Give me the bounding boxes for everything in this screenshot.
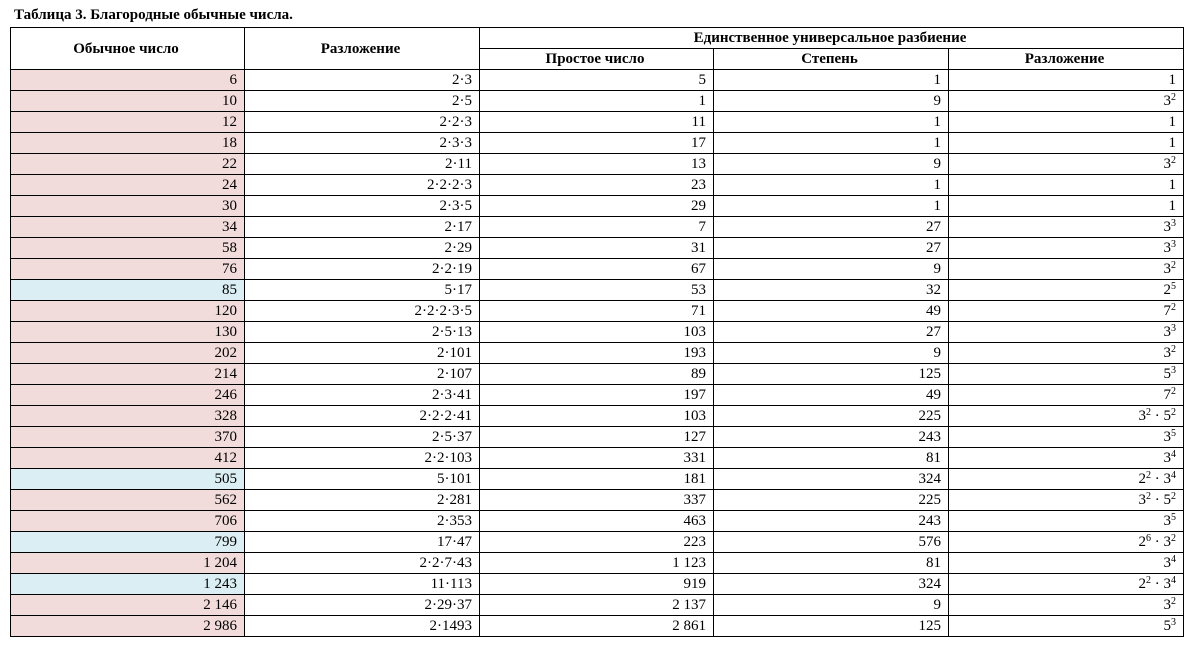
- power-base: 3: [1163, 555, 1172, 571]
- power-base: 3: [1163, 156, 1172, 172]
- prime-number-cell: 31: [480, 238, 714, 259]
- power-cell: 576: [714, 532, 949, 553]
- partition-factorization-cell: [949, 259, 1184, 280]
- factorization-cell: 2·17: [245, 217, 480, 238]
- prime-number-cell: 463: [480, 511, 714, 532]
- partition-factorization-cell: [949, 574, 1184, 595]
- power-exponent: 5: [1171, 281, 1177, 292]
- power-exponent: 2: [1146, 407, 1152, 418]
- multiply-dot: ·: [1151, 576, 1164, 592]
- ordinary-number-cell: 799: [11, 532, 245, 553]
- power-cell: 243: [714, 511, 949, 532]
- partition-factorization-cell: [949, 532, 1184, 553]
- power-base: 3: [1163, 219, 1172, 235]
- ordinary-number-cell: 2 146: [11, 595, 245, 616]
- table-row: [11, 553, 1184, 574]
- partition-factorization-cell: [949, 406, 1184, 427]
- prime-number-cell: 193: [480, 343, 714, 364]
- factorization-cell: 2·5·13: [245, 322, 480, 343]
- power-cell: 1: [714, 133, 949, 154]
- power-cell: 1: [714, 70, 949, 91]
- prime-number-cell: 29: [480, 196, 714, 217]
- partition-factorization-cell: [949, 511, 1184, 532]
- factorization-cell: 2·2·103: [245, 448, 480, 469]
- partition-factorization-cell: [949, 553, 1184, 574]
- power-base: 1: [1168, 198, 1177, 214]
- partition-factorization-cell: [949, 196, 1184, 217]
- prime-number-cell: 2 861: [480, 616, 714, 637]
- power-cell: 32: [714, 280, 949, 301]
- power-base: 5: [1163, 366, 1172, 382]
- power-exponent: 2: [1171, 407, 1177, 418]
- prime-number-cell: 1 123: [480, 553, 714, 574]
- partition-factorization-cell: [949, 427, 1184, 448]
- table-row: [11, 343, 1184, 364]
- table-row: [11, 154, 1184, 175]
- power-cell: 81: [714, 448, 949, 469]
- ordinary-number-cell: 58: [11, 238, 245, 259]
- table-row: [11, 490, 1184, 511]
- factorization-cell: 2·3·5: [245, 196, 480, 217]
- ordinary-number-cell: 120: [11, 301, 245, 322]
- power-cell: 9: [714, 595, 949, 616]
- header-ordinary-number: Обычное число: [11, 28, 245, 70]
- table-row: [11, 406, 1184, 427]
- power-exponent: 2: [1171, 386, 1177, 397]
- power-cell: 125: [714, 616, 949, 637]
- partition-factorization-cell: [949, 175, 1184, 196]
- power-base: 7: [1163, 387, 1172, 403]
- power-exponent: 5: [1171, 428, 1177, 439]
- factorization-cell: 2·281: [245, 490, 480, 511]
- table-row: [11, 301, 1184, 322]
- power-base: 2: [1138, 576, 1147, 592]
- prime-number-cell: 13: [480, 154, 714, 175]
- power-exponent: 2: [1171, 302, 1177, 313]
- factorization-cell: 2·5: [245, 91, 480, 112]
- power-exponent: 3: [1171, 617, 1177, 628]
- table-row: [11, 448, 1184, 469]
- power-base: 3: [1163, 534, 1172, 550]
- partition-factorization-cell: [949, 217, 1184, 238]
- power-exponent: 2: [1146, 575, 1152, 586]
- power-base: 1: [1168, 135, 1177, 151]
- partition-factorization-cell: [949, 448, 1184, 469]
- power-cell: 27: [714, 238, 949, 259]
- table-row: [11, 616, 1184, 637]
- table-row: [11, 511, 1184, 532]
- table-row: [11, 427, 1184, 448]
- multiply-dot: ·: [1151, 471, 1164, 487]
- factorization-cell: 2·101: [245, 343, 480, 364]
- prime-number-cell: 23: [480, 175, 714, 196]
- ordinary-number-cell: 1 204: [11, 553, 245, 574]
- partition-factorization-cell: [949, 154, 1184, 175]
- power-exponent: 2: [1171, 344, 1177, 355]
- table-caption: Таблица 3. Благородные обычные числа.: [14, 7, 293, 23]
- partition-factorization-cell: [949, 280, 1184, 301]
- prime-number-cell: 5: [480, 70, 714, 91]
- partition-factorization-cell: [949, 91, 1184, 112]
- header-partition-factorization: Разложение: [949, 49, 1184, 70]
- power-base: 5: [1163, 408, 1172, 424]
- table-row: [11, 595, 1184, 616]
- factorization-cell: 17·47: [245, 532, 480, 553]
- header-prime-number: Простое число: [480, 49, 714, 70]
- power-cell: 243: [714, 427, 949, 448]
- table-row: [11, 217, 1184, 238]
- factorization-cell: 2·2·19: [245, 259, 480, 280]
- power-cell: 1: [714, 175, 949, 196]
- power-cell: 125: [714, 364, 949, 385]
- prime-number-cell: 919: [480, 574, 714, 595]
- power-base: 2: [1138, 534, 1147, 550]
- partition-factorization-cell: [949, 133, 1184, 154]
- prime-number-cell: 89: [480, 364, 714, 385]
- partition-factorization-cell: [949, 595, 1184, 616]
- partition-factorization-cell: [949, 238, 1184, 259]
- power-cell: 9: [714, 259, 949, 280]
- table-row: [11, 574, 1184, 595]
- power-cell: 9: [714, 91, 949, 112]
- prime-number-cell: 67: [480, 259, 714, 280]
- power-cell: 225: [714, 406, 949, 427]
- ordinary-number-cell: 505: [11, 469, 245, 490]
- ordinary-number-cell: 328: [11, 406, 245, 427]
- table-row: [11, 385, 1184, 406]
- table-row: [11, 112, 1184, 133]
- power-base: 3: [1138, 492, 1147, 508]
- power-base: 3: [1163, 261, 1172, 277]
- table-row: [11, 133, 1184, 154]
- ordinary-number-cell: 10: [11, 91, 245, 112]
- ordinary-number-cell: 412: [11, 448, 245, 469]
- power-base: 2: [1163, 282, 1172, 298]
- ordinary-number-cell: 85: [11, 280, 245, 301]
- ordinary-number-cell: 214: [11, 364, 245, 385]
- ordinary-number-cell: 246: [11, 385, 245, 406]
- partition-factorization-cell: [949, 469, 1184, 490]
- ordinary-number-cell: 130: [11, 322, 245, 343]
- multiply-dot: ·: [1151, 492, 1164, 508]
- power-base: 7: [1163, 303, 1172, 319]
- power-base: 3: [1163, 345, 1172, 361]
- factorization-cell: 2·29: [245, 238, 480, 259]
- power-base: 1: [1168, 72, 1177, 88]
- factorization-cell: 11·113: [245, 574, 480, 595]
- power-base: 3: [1163, 471, 1172, 487]
- power-base: 3: [1163, 513, 1172, 529]
- factorization-cell: 2·3·3: [245, 133, 480, 154]
- power-cell: 27: [714, 217, 949, 238]
- table-row: [11, 70, 1184, 91]
- ordinary-number-cell: 2 986: [11, 616, 245, 637]
- header-unique-universal-partition: Единственное универсальное разбиение: [480, 28, 1184, 49]
- header-factorization: Разложение: [245, 28, 480, 70]
- table-row: [11, 280, 1184, 301]
- prime-number-cell: 2 137: [480, 595, 714, 616]
- ordinary-number-cell: 12: [11, 112, 245, 133]
- prime-number-cell: 331: [480, 448, 714, 469]
- power-exponent: 3: [1171, 218, 1177, 229]
- prime-number-cell: 11: [480, 112, 714, 133]
- prime-number-cell: 103: [480, 406, 714, 427]
- power-exponent: 4: [1171, 575, 1177, 586]
- partition-factorization-cell: [949, 301, 1184, 322]
- factorization-cell: 2·353: [245, 511, 480, 532]
- power-exponent: 4: [1171, 449, 1177, 460]
- table-body: [11, 70, 1184, 637]
- prime-number-cell: 197: [480, 385, 714, 406]
- power-cell: 324: [714, 469, 949, 490]
- table-row: [11, 238, 1184, 259]
- power-cell: 9: [714, 343, 949, 364]
- partition-factorization-cell: [949, 616, 1184, 637]
- power-exponent: 2: [1171, 92, 1177, 103]
- ordinary-number-cell: 24: [11, 175, 245, 196]
- power-exponent: 2: [1171, 155, 1177, 166]
- power-cell: 1: [714, 196, 949, 217]
- prime-number-cell: 53: [480, 280, 714, 301]
- power-exponent: 2: [1171, 491, 1177, 502]
- prime-number-cell: 223: [480, 532, 714, 553]
- factorization-cell: 2·3·41: [245, 385, 480, 406]
- power-cell: 9: [714, 154, 949, 175]
- power-exponent: 2: [1171, 596, 1177, 607]
- factorization-cell: 2·29·37: [245, 595, 480, 616]
- prime-number-cell: 127: [480, 427, 714, 448]
- power-cell: 27: [714, 322, 949, 343]
- noble-numbers-table: [10, 27, 1184, 637]
- power-exponent: 5: [1171, 512, 1177, 523]
- ordinary-number-cell: 6: [11, 70, 245, 91]
- ordinary-number-cell: 34: [11, 217, 245, 238]
- table-row: [11, 469, 1184, 490]
- table-row: [11, 364, 1184, 385]
- power-exponent: 2: [1146, 470, 1152, 481]
- factorization-cell: 2·2·2·41: [245, 406, 480, 427]
- partition-factorization-cell: [949, 112, 1184, 133]
- header-power: Степень: [714, 49, 949, 70]
- power-base: 1: [1168, 177, 1177, 193]
- power-base: 3: [1163, 597, 1172, 613]
- power-cell: 81: [714, 553, 949, 574]
- ordinary-number-cell: 706: [11, 511, 245, 532]
- power-base: 1: [1168, 114, 1177, 130]
- power-exponent: 2: [1146, 491, 1152, 502]
- table-row: [11, 91, 1184, 112]
- power-base: 3: [1163, 324, 1172, 340]
- partition-factorization-cell: [949, 70, 1184, 91]
- ordinary-number-cell: 76: [11, 259, 245, 280]
- prime-number-cell: 71: [480, 301, 714, 322]
- ordinary-number-cell: 562: [11, 490, 245, 511]
- ordinary-number-cell: 22: [11, 154, 245, 175]
- power-exponent: 2: [1171, 533, 1177, 544]
- power-base: 5: [1163, 618, 1172, 634]
- power-base: 3: [1163, 450, 1172, 466]
- power-base: 5: [1163, 492, 1172, 508]
- factorization-cell: 2·2·2·3: [245, 175, 480, 196]
- prime-number-cell: 103: [480, 322, 714, 343]
- prime-number-cell: 7: [480, 217, 714, 238]
- table-row: [11, 322, 1184, 343]
- power-cell: 49: [714, 385, 949, 406]
- table-row: [11, 175, 1184, 196]
- multiply-dot: ·: [1151, 408, 1164, 424]
- ordinary-number-cell: 370: [11, 427, 245, 448]
- power-exponent: 2: [1171, 260, 1177, 271]
- table-row: [11, 532, 1184, 553]
- power-base: 3: [1138, 408, 1147, 424]
- power-cell: 1: [714, 112, 949, 133]
- partition-factorization-cell: [949, 322, 1184, 343]
- partition-factorization-cell: [949, 343, 1184, 364]
- power-exponent: 6: [1146, 533, 1152, 544]
- factorization-cell: 2·2·7·43: [245, 553, 480, 574]
- partition-factorization-cell: [949, 490, 1184, 511]
- power-exponent: 3: [1171, 365, 1177, 376]
- power-cell: 324: [714, 574, 949, 595]
- factorization-cell: 5·17: [245, 280, 480, 301]
- power-base: 3: [1163, 240, 1172, 256]
- factorization-cell: 2·11: [245, 154, 480, 175]
- table-row: [11, 259, 1184, 280]
- factorization-cell: 2·3: [245, 70, 480, 91]
- power-exponent: 3: [1171, 239, 1177, 250]
- power-exponent: 4: [1171, 470, 1177, 481]
- factorization-cell: 2·5·37: [245, 427, 480, 448]
- partition-factorization-cell: [949, 385, 1184, 406]
- power-base: 2: [1138, 471, 1147, 487]
- ordinary-number-cell: 30: [11, 196, 245, 217]
- prime-number-cell: 181: [480, 469, 714, 490]
- factorization-cell: 2·2·3: [245, 112, 480, 133]
- power-cell: 225: [714, 490, 949, 511]
- power-base: 3: [1163, 93, 1172, 109]
- power-base: 3: [1163, 576, 1172, 592]
- ordinary-number-cell: 202: [11, 343, 245, 364]
- factorization-cell: 5·101: [245, 469, 480, 490]
- ordinary-number-cell: 18: [11, 133, 245, 154]
- ordinary-number-cell: 1 243: [11, 574, 245, 595]
- multiply-dot: ·: [1151, 534, 1164, 550]
- prime-number-cell: 17: [480, 133, 714, 154]
- table-row: [11, 196, 1184, 217]
- factorization-cell: 2·2·2·3·5: [245, 301, 480, 322]
- factorization-cell: 2·1493: [245, 616, 480, 637]
- power-exponent: 3: [1171, 323, 1177, 334]
- power-cell: 49: [714, 301, 949, 322]
- power-exponent: 4: [1171, 554, 1177, 565]
- partition-factorization-cell: [949, 364, 1184, 385]
- power-base: 3: [1163, 429, 1172, 445]
- prime-number-cell: 337: [480, 490, 714, 511]
- factorization-cell: 2·107: [245, 364, 480, 385]
- prime-number-cell: 1: [480, 91, 714, 112]
